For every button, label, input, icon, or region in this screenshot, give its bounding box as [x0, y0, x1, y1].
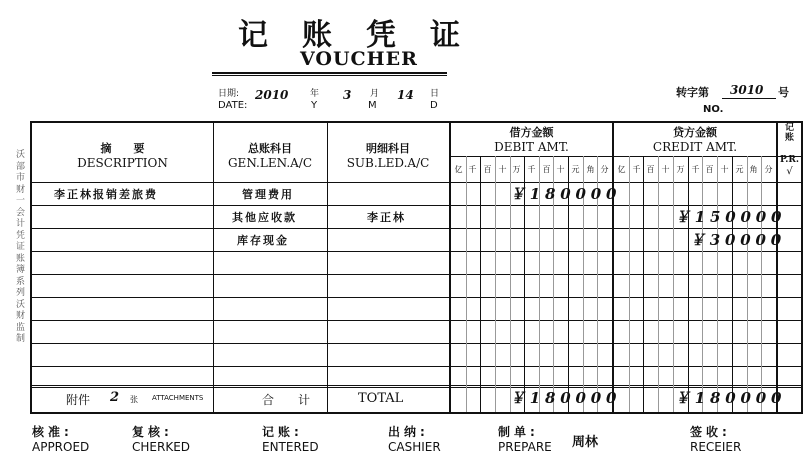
digit-place-header: 万 — [676, 165, 685, 174]
footer-prepared-en: PREPARE — [498, 440, 552, 454]
digit-place-header: 元 — [571, 165, 580, 174]
digit-column-divider — [643, 156, 644, 412]
digit-place-header: 万 — [512, 165, 521, 174]
row2-sub-account: 李正林 — [367, 211, 406, 224]
prepared-by-name: 周林 — [572, 435, 599, 450]
attachments-count: 2 — [110, 390, 120, 405]
header-pr-en: P.R. — [779, 155, 800, 165]
digit-place-header: 元 — [735, 165, 744, 174]
voucher-title-en: VOUCHER — [300, 48, 418, 70]
total-debit-amount: ￥180000 — [510, 389, 622, 407]
digit-place-header: 千 — [527, 165, 536, 174]
header-description-en: DESCRIPTION — [77, 156, 168, 170]
date-label-en: DATE: — [218, 100, 248, 111]
digit-place-header: 分 — [764, 165, 773, 174]
header-description — [32, 141, 213, 171]
row-divider — [32, 366, 801, 367]
row1-description: 李正林报销差旅费 — [54, 188, 158, 201]
digit-column-divider — [702, 156, 703, 412]
date-day: 14 — [397, 88, 414, 102]
header-debit-en: DEBIT AMT. — [494, 140, 569, 154]
date-day-cn: 日 — [430, 89, 440, 99]
digit-column-divider — [761, 156, 762, 412]
date-label-cn: 日期: — [218, 89, 240, 99]
header-credit — [614, 125, 776, 155]
date-year-cn: 年 — [310, 89, 320, 99]
number-label-cn: 转字第 — [676, 86, 709, 99]
footer-entered-en: ENTERED — [262, 440, 319, 454]
digit-place-header: 百 — [483, 165, 492, 174]
footer-received-en: RECEIER — [690, 440, 742, 454]
date-month-cn: 月 — [370, 89, 380, 99]
digit-column-divider — [688, 156, 689, 412]
amount-subheader-divider — [451, 156, 776, 157]
row3-credit-amount: ￥30000 — [690, 231, 786, 249]
title-underline-thin — [212, 75, 447, 76]
footer-approved-en: APPROED — [32, 440, 90, 454]
voucher-number: 3010 — [730, 83, 764, 97]
voucher-title-cn: 记账凭证 — [238, 18, 494, 53]
row2-credit-amount: ￥150000 — [675, 208, 787, 226]
row3-gen-account: 库存现金 — [237, 234, 289, 247]
side-vertical-label: 沃部市财一会计凭证账簿系列 沃财监制 — [16, 150, 26, 344]
header-sub-en: SUB.LED.A/C — [346, 156, 430, 170]
digit-place-header: 十 — [720, 165, 729, 174]
header-gen-account — [213, 141, 327, 171]
digit-place-header: 千 — [468, 165, 477, 174]
digit-place-header: 角 — [586, 165, 595, 174]
attachments-label-cn: 附件 — [66, 393, 91, 407]
date-month-en: M — [368, 100, 377, 111]
col-divider — [612, 123, 614, 412]
footer-received-cn: 签收: — [690, 425, 731, 439]
total-row-divider — [32, 385, 801, 386]
row-divider — [32, 228, 801, 229]
footer-approved — [32, 425, 89, 455]
footer-prepared-cn: 制单: — [498, 425, 539, 439]
total-credit-amount: ￥180000 — [675, 389, 787, 407]
digit-place-header: 百 — [646, 165, 655, 174]
digit-column-divider — [466, 156, 467, 412]
digit-place-header: 角 — [749, 165, 758, 174]
digit-place-header: 分 — [600, 165, 609, 174]
date-day-en: D — [430, 100, 438, 111]
footer-entered — [262, 425, 319, 455]
total-label-en: TOTAL — [358, 391, 404, 406]
row-divider — [32, 251, 801, 252]
digit-column-divider — [658, 156, 659, 412]
number-underline — [722, 98, 776, 99]
header-debit — [451, 125, 612, 155]
date-year-en: Y — [311, 100, 318, 111]
number-label-en: NO. — [703, 104, 724, 115]
footer-prepared — [498, 425, 552, 455]
col-divider — [449, 123, 451, 412]
date-year: 2010 — [255, 88, 289, 102]
footer-cashier-en: CASHIER — [388, 440, 441, 454]
footer-checked-en: CHERKED — [132, 440, 191, 454]
footer-cashier — [388, 425, 441, 455]
row-divider — [32, 320, 801, 321]
title-underline — [212, 72, 447, 74]
digit-place-header: 百 — [542, 165, 551, 174]
digit-place-header: 十 — [556, 165, 565, 174]
date-month: 3 — [343, 88, 352, 102]
digit-column-divider — [629, 156, 630, 412]
row-divider — [32, 297, 801, 298]
row1-gen-account: 管理费用 — [242, 188, 294, 201]
attachments-label-en: ATTACHMENTS — [152, 394, 204, 402]
row-divider — [32, 343, 801, 344]
digit-place-header: 千 — [632, 165, 641, 174]
footer-checked-cn: 复核: — [132, 425, 173, 439]
digit-column-divider — [717, 156, 718, 412]
header-description-cn: 摘 要 — [100, 142, 145, 155]
voucher-table — [30, 121, 803, 414]
footer-cashier-cn: 出纳: — [388, 425, 429, 439]
total-label-cn: 合 计 — [262, 393, 311, 407]
digit-place-header: 十 — [498, 165, 507, 174]
digit-column-divider — [732, 156, 733, 412]
digit-column-divider — [747, 156, 748, 412]
digit-place-header: 亿 — [454, 165, 463, 174]
header-sub-account — [327, 141, 449, 171]
footer-checked — [132, 425, 190, 455]
digit-place-header: 亿 — [617, 165, 626, 174]
header-debit-cn: 借方金额 — [509, 126, 554, 139]
digit-column-divider — [495, 156, 496, 412]
attachments-unit-cn: 张 — [130, 395, 138, 404]
digit-place-header: 十 — [661, 165, 670, 174]
footer-entered-cn: 记账: — [262, 425, 303, 439]
header-credit-en: CREDIT AMT. — [652, 140, 738, 154]
row-divider — [32, 274, 801, 275]
header-pr-mark: √ — [786, 166, 793, 177]
footer-approved-cn: 核准: — [32, 425, 73, 439]
header-gen-cn: 总账科目 — [248, 142, 292, 155]
row1-debit-amount: ￥180000 — [510, 185, 622, 203]
digit-place-header: 百 — [705, 165, 714, 174]
digit-column-divider — [480, 156, 481, 412]
footer-received — [690, 425, 741, 455]
header-pr — [778, 123, 801, 177]
row2-gen-account: 其他应收款 — [232, 211, 297, 224]
number-suffix-cn: 号 — [778, 86, 789, 99]
digit-column-divider — [673, 156, 674, 412]
header-pr-cn: 记账 — [784, 123, 794, 143]
header-divider — [32, 182, 801, 183]
header-gen-en: GEN.LEN.A/C — [227, 156, 313, 170]
header-credit-cn: 贷方金额 — [673, 126, 717, 139]
header-sub-cn: 明细科目 — [366, 142, 410, 155]
digit-place-header: 千 — [691, 165, 700, 174]
